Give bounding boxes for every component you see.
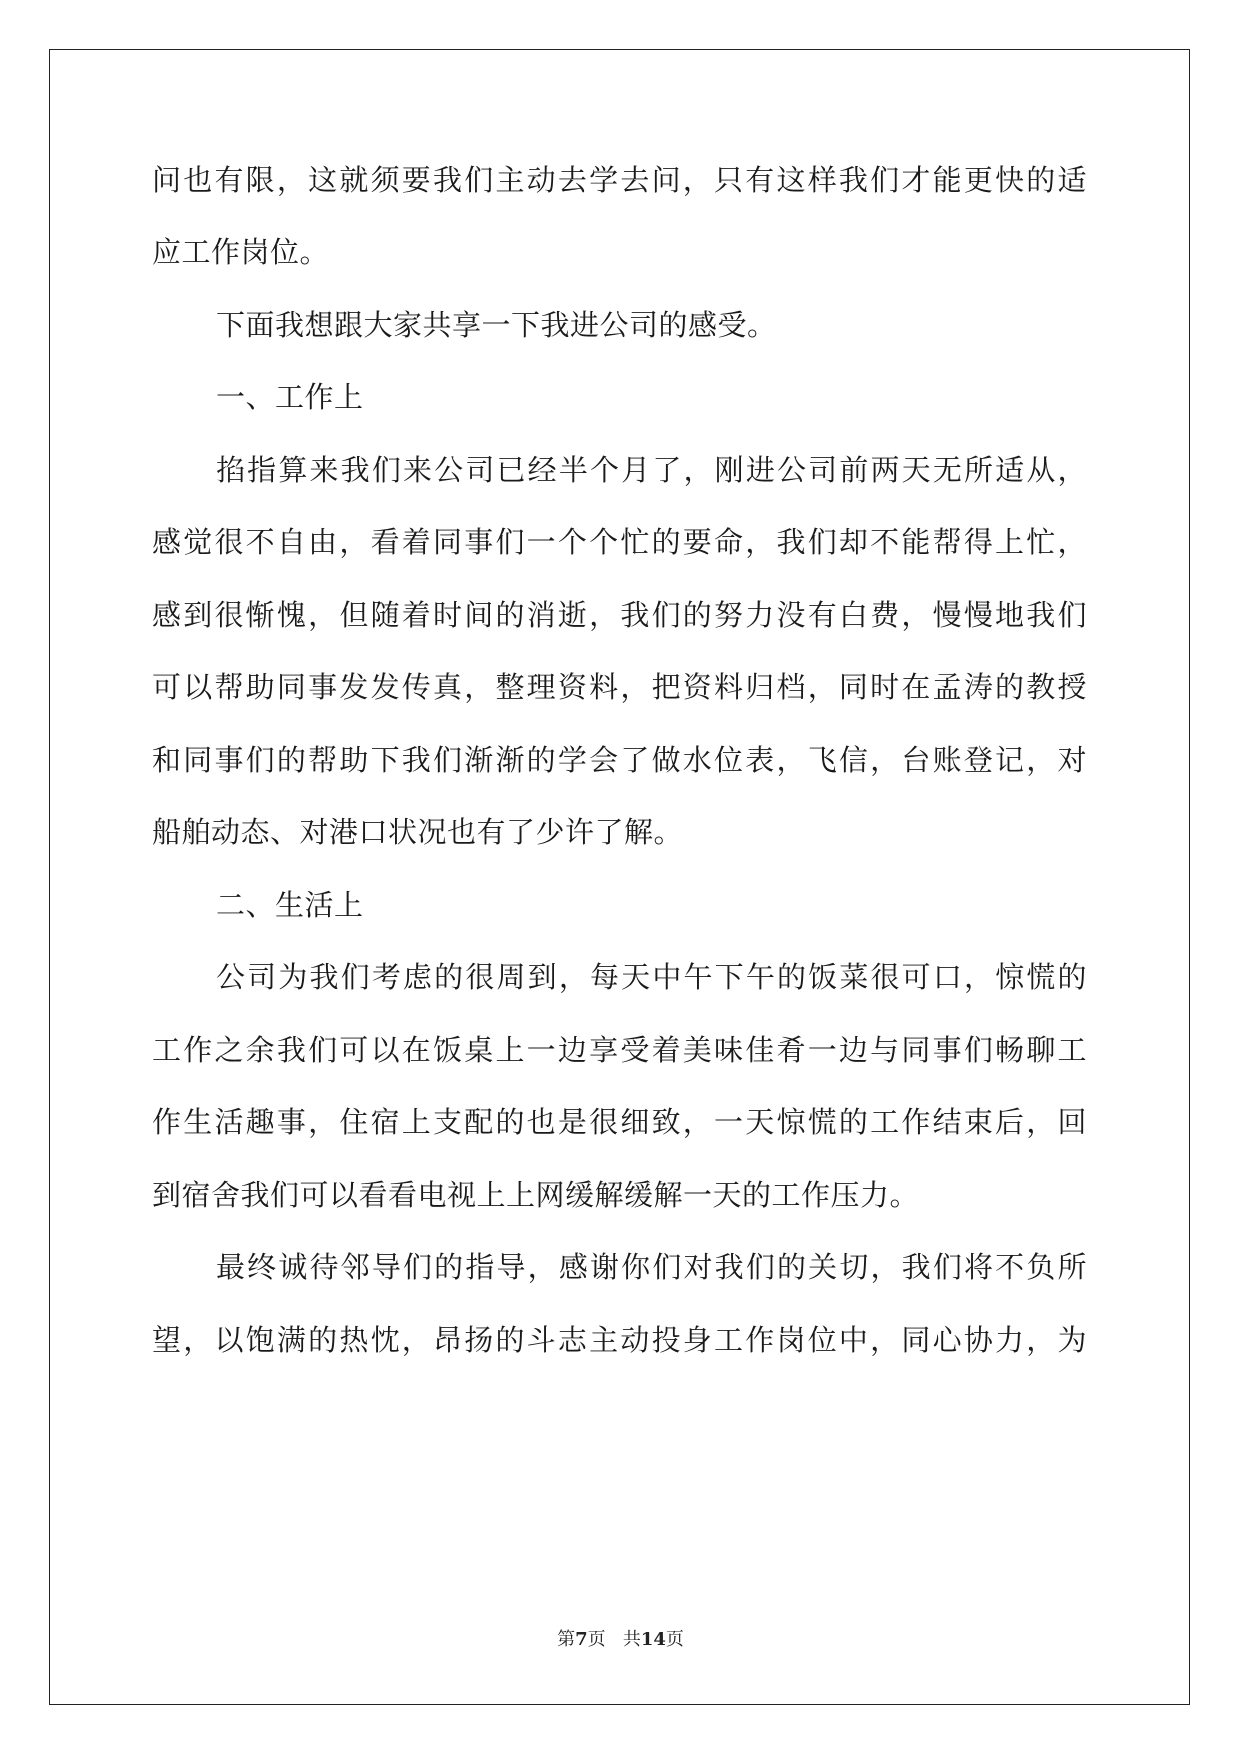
text-line: 可以帮助同事发发传真，整理资料，把资料归档，同时在孟涛的教授 (152, 670, 1087, 704)
text-line: 下面我想跟大家共享一下我进公司的感受。 (216, 308, 777, 342)
text-line: 望，以饱满的热忱，昂扬的斗志主动投身工作岗位中，同心协力，为 (152, 1323, 1087, 1357)
text-line: 船舶动态、对港口状况也有了少许了解。 (152, 815, 684, 849)
text-line: 一、工作上 (216, 380, 364, 414)
text-line: 二、生活上 (216, 888, 364, 922)
page-footer (0, 1628, 1241, 1652)
text-line: 应工作岗位。 (152, 235, 330, 269)
footer-total-suffix: 页 (665, 1629, 684, 1650)
text-line: 作生活趣事，住宿上支配的也是很细致，一天惊慌的工作结束后，回 (152, 1105, 1087, 1139)
total-pages: 14 (640, 1629, 666, 1650)
footer-total-prefix: 共 (622, 1629, 641, 1650)
footer-page-suffix: 页 (587, 1629, 606, 1650)
text-line: 感觉很不自由，看着同事们一个个忙的要命，我们却不能帮得上忙， (152, 525, 1087, 559)
text-line: 公司为我们考虑的很周到，每天中午下午的饭菜很可口，惊慌的 (216, 960, 1087, 994)
text-line: 最终诚待邻导们的指导，感谢你们对我们的关切，我们将不负所 (216, 1250, 1087, 1284)
page-number: 7 (575, 1629, 588, 1650)
text-line: 掐指算来我们来公司已经半个月了，刚进公司前两天无所适从， (216, 453, 1087, 487)
page-border (49, 49, 1190, 1705)
text-line: 感到很惭愧，但随着时间的消逝，我们的努力没有白费，慢慢地我们 (152, 598, 1087, 632)
text-line: 和同事们的帮助下我们渐渐的学会了做水位表，飞信，台账登记，对 (152, 743, 1087, 777)
text-line: 工作之余我们可以在饭桌上一边享受着美味佳肴一边与同事们畅聊工 (152, 1033, 1087, 1067)
text-line: 到宿舍我们可以看看电视上上网缓解缓解一天的工作压力。 (152, 1178, 920, 1212)
text-line: 问也有限，这就须要我们主动去学去问，只有这样我们才能更快的适 (152, 163, 1087, 197)
footer-prefix: 第 (557, 1629, 576, 1650)
